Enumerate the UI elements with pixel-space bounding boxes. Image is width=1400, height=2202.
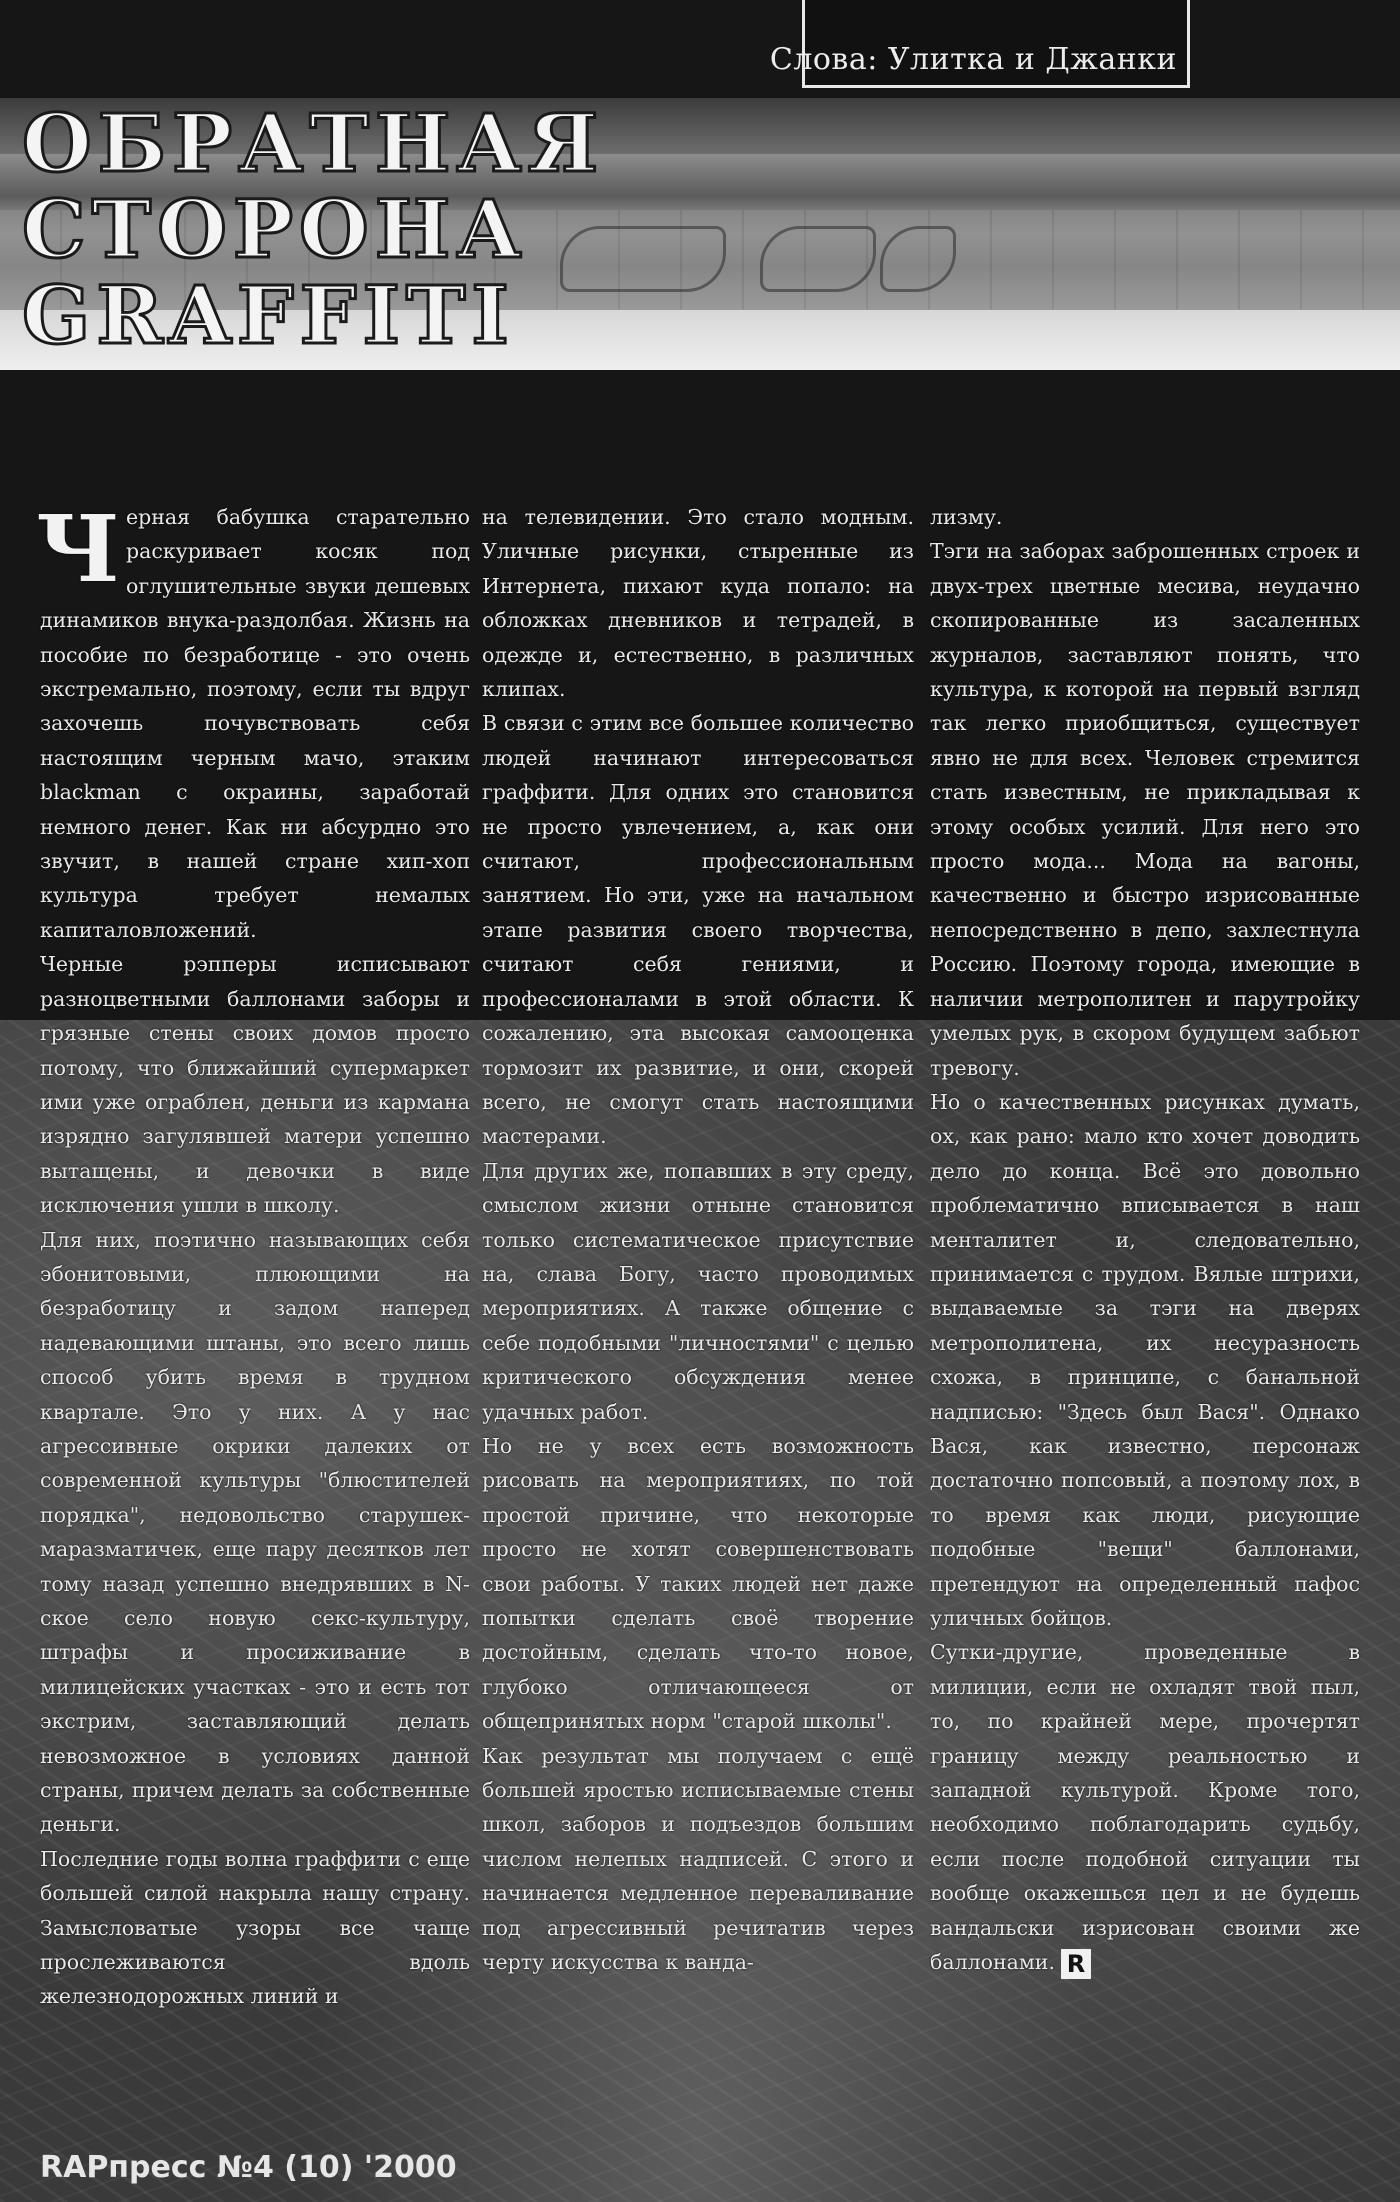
author-credit-box <box>769 0 1190 88</box>
paragraph: Последние годы волна граффити с еще большей силой накрыла нашу страну. Замысловатые узоры все чаще прослеживаются вдоль железнодорожных линий и <box>40 1846 470 2009</box>
paragraph <box>930 1635 1360 1979</box>
paragraph: Для них, поэтично называющих себя эбонитовыми, плюющими на безработицу и задом наперед надевающими штаны, это всего лишь способ убить время в трудном квартале. Это у них. А у нас агрессивные окрики далеких от современной культуры "блюстителей порядка", недовольство старушек-маразматичек, еще пару десятков лет тому назад успешно внедрявших в N-ское село новую секс-культуру, штрафы и просиживание в милицейских участках - это и есть тот экстрим, заставляющий делать невозможное в условиях данной страны, причем делать за собственные деньги. <box>40 1227 470 1837</box>
paragraph: Черные рэпперы исписывают разноцветными баллонами заборы и грязные стены своих домов просто потому, что ближайший супермаркет ими уже ограблен, деньги из кармана изрядно загулявшей матери успешно вытащены, и девочки в виде исключения ушли в школу. <box>40 952 470 1218</box>
paragraph: лизму. <box>930 505 1003 529</box>
end-of-article-mark: R <box>1061 1949 1091 1979</box>
paragraph: Для других же, попавших в эту среду, смыслом жизни отныне становится только систематическое присутствие на, слава Богу, часто проводимых мероприятиях. А также общение с себе подобными "личностями" с целью критического обсуждения менее удачных работ. <box>482 1158 914 1424</box>
drop-cap: Ч <box>36 495 121 603</box>
author-credit: Слова: Улитка и Джанки <box>769 42 1177 77</box>
paragraph: Как результат мы получаем с ещё большей яростью исписываемые стены школ, заборов и подъездов большим числом нелепых надписей. С этого и начинается медленное переваливание под агрессивный речитатив через черту искусства к ванда- <box>482 1743 914 1975</box>
paragraph: В связи с этим все большее количество людей начинают интересоваться граффити. Для одних это становится не просто увлечением, а, как они считают, профессиональным занятием. Но эти, уже на начальном этапе развития своего творчества, считают себя гениями, и профессионалами в этой области. К сожалению, эта высокая самооценка тормозит их развитие, и они, скорей всего, не смогут стать настоящими мастерами. <box>482 711 914 1149</box>
graffiti-tag <box>760 226 876 292</box>
article-column-1 <box>36 495 470 2060</box>
issue-footer: RAPпресс №4 (10) '2000 <box>40 2150 457 2185</box>
paragraph: на телевидении. Это стало модным. Уличные рисунки, стыренные из Интернета, пихают куда попало: на обложках дневников и тетрадей, в одежде и, естественно, в различных клипах. <box>482 505 914 702</box>
paragraph: ерная бабушка старательно раскуривает косяк под оглушительные звуки дешевых динамиков внука-раздолбая. Жизнь на пособие по безработице - это очень экстремально, поэтому, если ты вдруг захочешь почувствовать себя настоящим черным мачо, этаким blackman с окраины, заработай немного денег. Как ни абсурдно это звучит, в нашей стране хип-хоп культура требует немалых капиталовложений. <box>40 505 470 942</box>
paragraph: Но не у всех есть возможность рисовать на мероприятиях, по той простой причине, что некоторые просто не хотят совершенствовать свои работы. У таких людей нет даже попытки сделать своё творение достойным, сделать что-то новое, глубоко отличающееся от общепринятых норм "старой школы". <box>482 1433 914 1734</box>
article-column-3 <box>930 500 1360 2060</box>
paragraph-text: Сутки-другие, проведенные в милиции, если не охладят твой пыл, то, по крайней мере, прочертят границу между реальностью и западной культурой. Кроме того, необходимо поблагодарить судьбу, если после подобной ситуации ты вообще окажешься цел и не будешь вандальски изрисован своими же баллонами. <box>930 1640 1360 1975</box>
article-column-2 <box>482 500 914 2060</box>
paragraph: Но о качественных рисунках думать, ох, как рано: мало кто хочет доводить дело до конца. Всё это довольно проблематично вписывается в наш менталитет и, следовательно, принимается с трудом. Вялые штрихи, выдаваемые за тэги на дверях метрополитена, их несуразность схожа, в принципе, с банальной надписью: "Здесь был Вася". Однако Вася, как известно, персонаж достаточно попсовый, а поэтому лох, в то время как люди, рисующие подобные "вещи" баллонами, претендуют на определенный пафос уличных бойцов. <box>930 1089 1360 1630</box>
title-line-2: СТОРОНА <box>22 182 528 276</box>
title-line-3: GRAFFITI <box>22 268 515 362</box>
title-line-1: ОБРАТНАЯ <box>22 96 605 190</box>
paragraph: Тэги на заборах заброшенных строек и двух-трех цветные месива, неудачно скопированные из засаленных журналов, заставляют понять, что культура, к которой на первый взгляд так легко приобщиться, существует явно не для всех. Человек стремится стать известным, не прикладывая к этому особых усилий. Для него это просто мода... Мода на вагоны, качественно и быстро изрисованные непосредственно в депо, захлестнула Россию. Поэтому города, имеющие в наличии метрополитен и парутройку умелых рук, в скором будущем забьют тревогу. <box>930 539 1360 1080</box>
article-title <box>22 96 605 362</box>
